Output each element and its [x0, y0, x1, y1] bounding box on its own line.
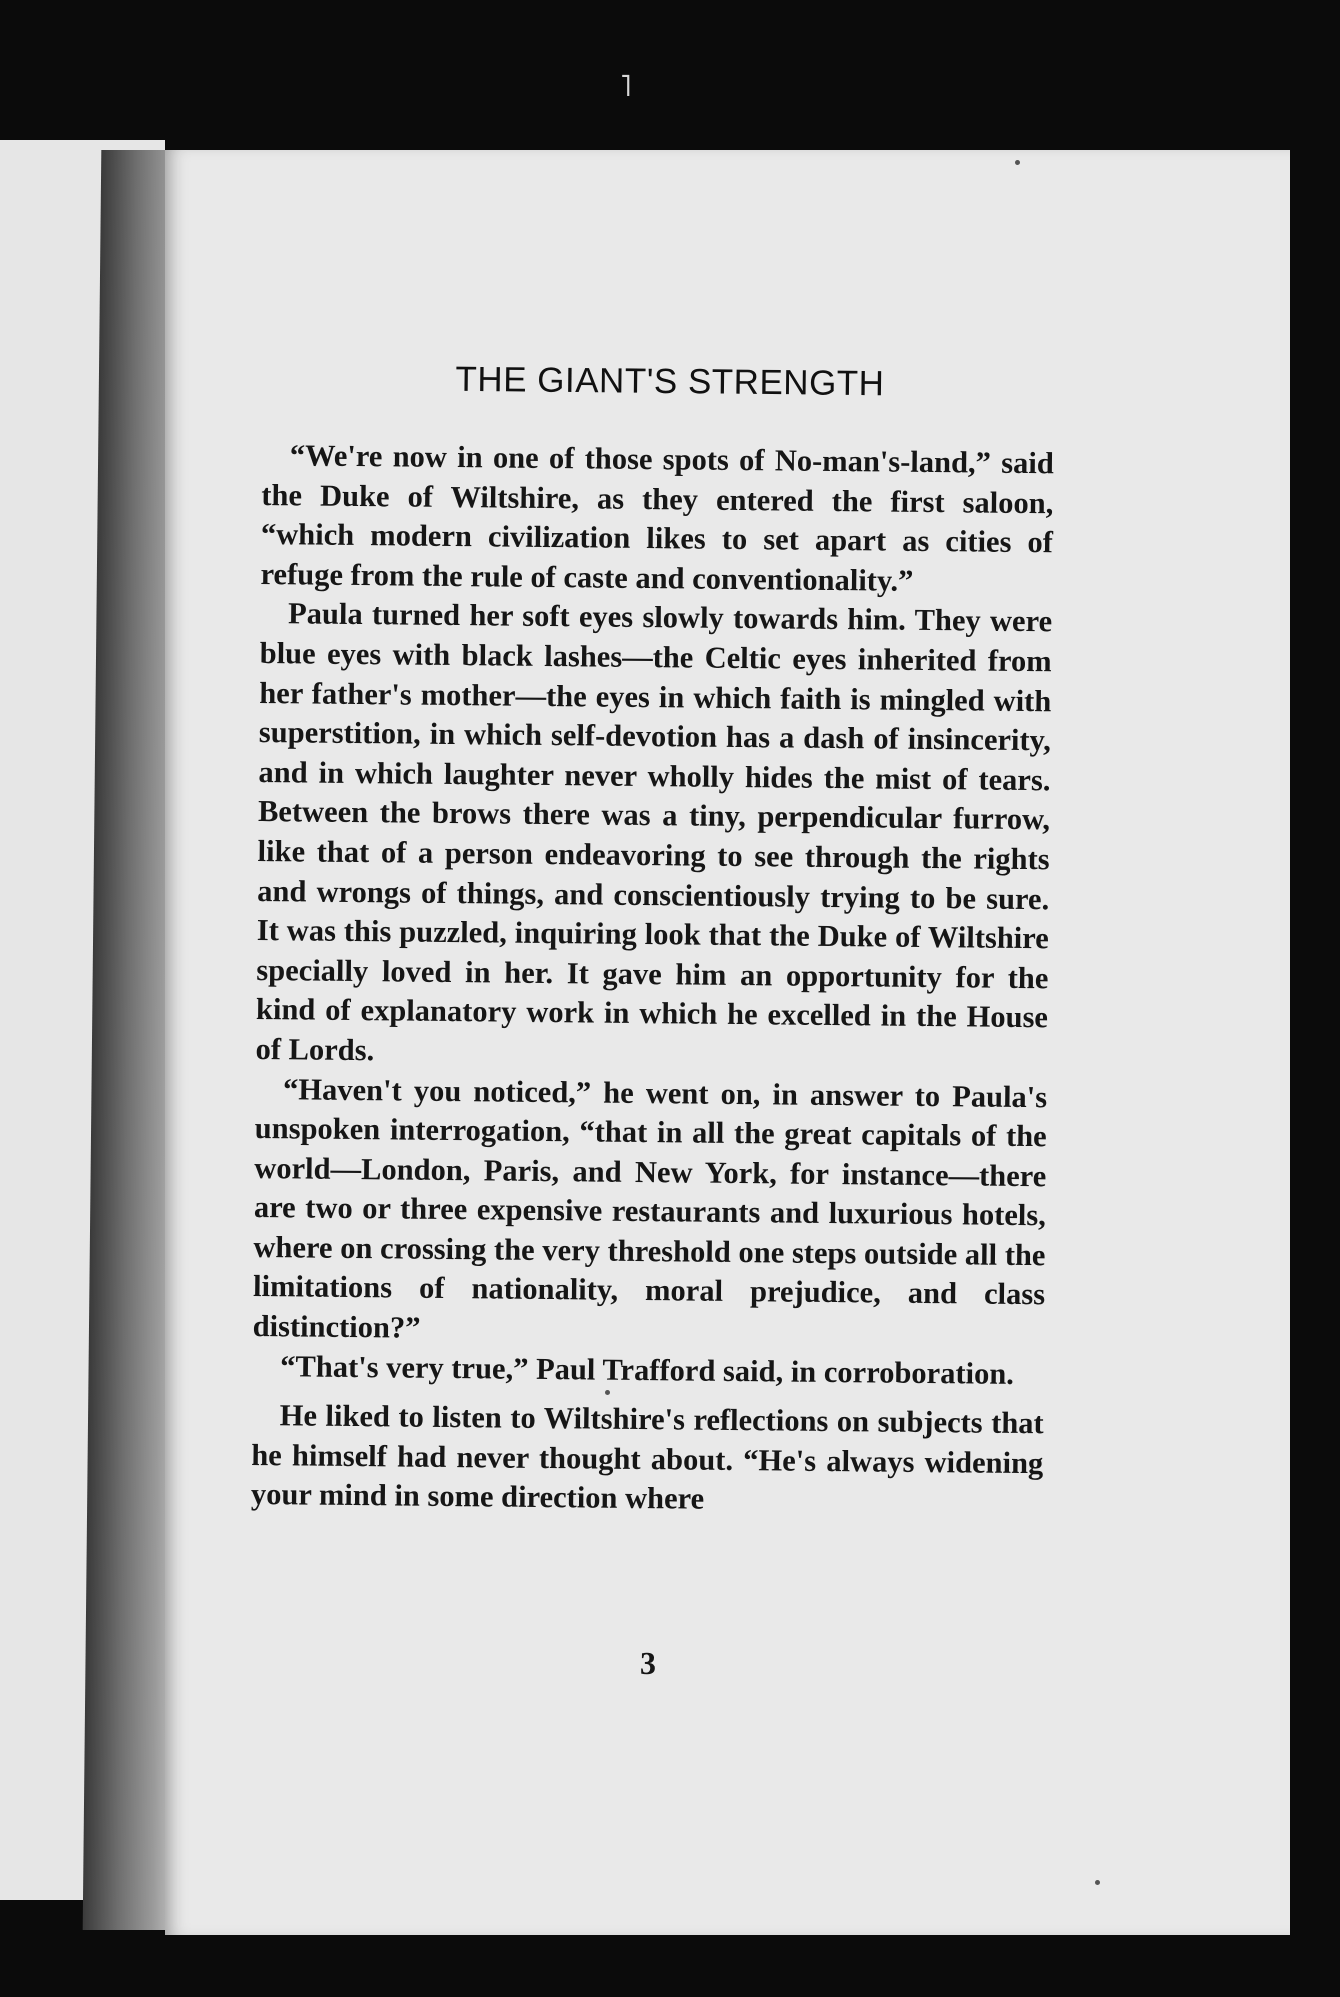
speck — [1095, 1880, 1100, 1885]
paragraph: Paula turned her soft eyes slowly towards him. They were blue eyes with black lashes—the Celtic eyes inherited from her father's mother—the eyes in which faith is mingled with superstition, in which self-devotion has a dash of insincerity, and in which laughter never wholly hides the mist of tears. Between the brows there was a tiny, perpendicular furrow, like that of a person endeavoring to see through the rights and wrongs of things, and conscientiously trying to be sure. It was this puzzled, inquiring look that the Duke of Wiltshire specially loved in her. It gave him an opportunity for the kind of explanatory work in which he excelled in the House of Lords. — [255, 596, 1053, 1068]
scan-artifact: ˥ — [620, 70, 632, 103]
paragraph: “Haven't you noticed,” he went on, in answer to Paula's unspoken interrogation, “that in all the great capitals of the world—London, Paris, and New York, for instance—there are two or three expensive restaurants and luxurious hotels, where on crossing the very threshold one steps outside all the limitations of nationality, moral prejudice, and class distinction?” — [252, 1071, 1048, 1345]
body-text — [251, 436, 1054, 1523]
speck — [1015, 160, 1020, 165]
paragraph: He liked to listen to Wiltshire's reflections on subjects that he himself had never thought about. “He's always widening your mind in some direction where — [250, 1398, 1044, 1517]
paragraph: “We're now in one of those spots of No-man's-land,” said the Duke of Wiltshire, as they entered the first saloon, “which modern civilization likes to set apart as cities of refuge from the rule of caste and conventionality.” — [260, 438, 1054, 598]
paragraph: “That's very true,” Paul Trafford said, in corroboration. — [280, 1348, 1015, 1391]
page-number: 3 — [639, 1644, 657, 1682]
running-head: THE GIANT'S STRENGTH — [455, 359, 885, 404]
